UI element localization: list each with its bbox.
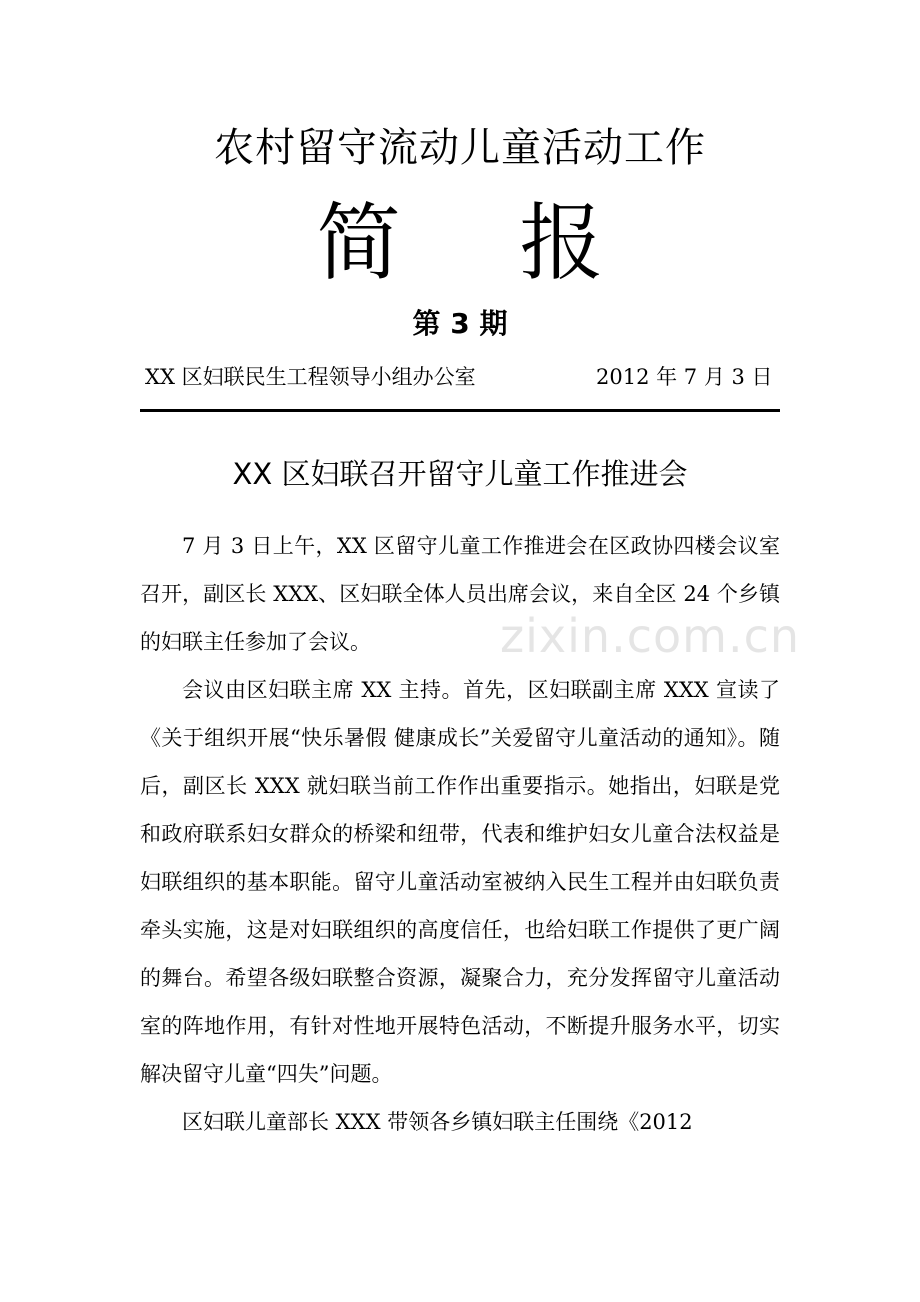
article-title: XX 区妇联召开留守儿童工作推进会 [232, 457, 688, 491]
issue-number: 第 3 期 [412, 307, 508, 340]
big-title-char-1: 简 [316, 194, 401, 292]
watermark: zixin.com.cn [500, 609, 801, 663]
article-paragraph-2: 会议由区妇联主席 XX 主持。首先，区妇联副主席 XXX 宣读了《关于组织开展“快乐暑假 健康成长”关爱留守儿童活动的通知》。随后，副区长 XXX 就妇联当前工作作出重要指示。她指出，妇联是党和政府联系妇女群众的桥梁和纽带，代表和维护妇女儿童合法权益是妇联组织的基本职能。留守儿童活动室被纳入民生工程并由妇联负责牵头实施，这是对妇联组织的高度信任，也给妇联工作提供了更广阔的舞台。希望各级妇联整合资源，凝聚合力，充分发挥留守儿童活动室的阵地作用，有针对性地开展特色活动，不断提升服务水平，切实解决留守儿童“四失”问题。 [140, 678, 780, 1086]
bulletin-big-title [0, 188, 920, 298]
bulletin-header-title: 农村留守流动儿童活动工作 [214, 125, 706, 171]
article-paragraph-3: 区妇联儿童部长 XXX 带领各乡镇妇联主任围绕《2012 [182, 1110, 693, 1134]
article-paragraph-1: 7 月 3 日上午，XX 区留守儿童工作推进会在区政协四楼会议室召开，副区长 XXX、区妇联全体人员出席会议，来自全区 24 个乡镇的妇联主任参加了会议。 [140, 534, 780, 654]
issue-date: 2012 年 7 月 3 日 [596, 365, 773, 389]
issuer-office: XX 区妇联民生工程领导小组办公室 [145, 365, 476, 389]
header-divider [140, 409, 780, 412]
big-title-char-2: 报 [519, 194, 604, 292]
